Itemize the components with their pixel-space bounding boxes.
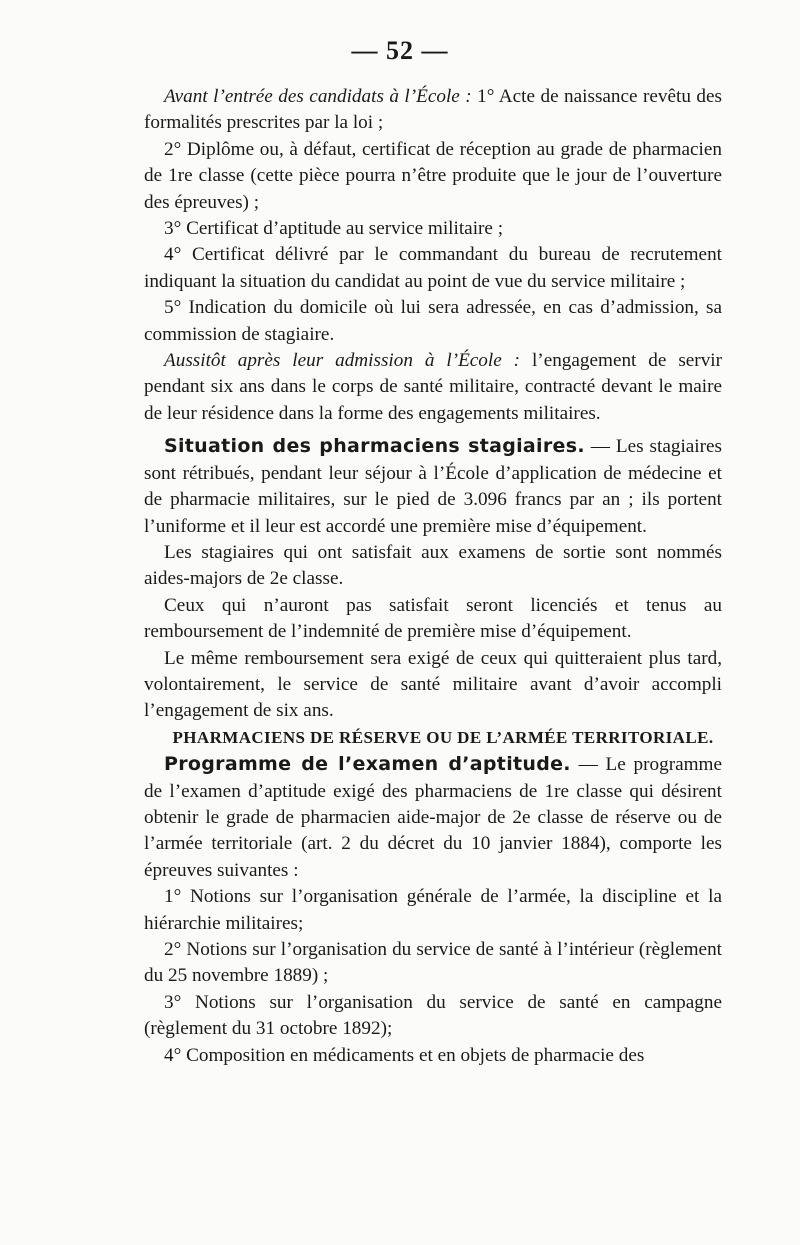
paragraph-text: Ceux qui n’auront pas satisfait seront licenciés et tenus au remboursement de l’indemnité de première mise d’équipement. (144, 594, 722, 643)
page-body (144, 84, 722, 1069)
paragraph (144, 937, 722, 990)
run-in-heading: Situation des pharmaciens stagiaires. (164, 435, 585, 458)
paragraph (144, 751, 722, 884)
paragraph-text: l’engagement de servir pendant six ans dans le corps de santé militaire, contracté devant le maire de leur résidence dans la forme des engagements militaires. (144, 350, 723, 424)
paragraph-text: 1° Notions sur l’organisation générale de l’armée, la discipline et la hiérarchie militaires; (144, 886, 722, 934)
paragraph (144, 295, 722, 348)
paragraph-text: 4° Composition en médicaments et en objets de pharmacie des (164, 1044, 645, 1066)
paragraph-text: 2° Diplôme ou, à défaut, certificat de réception au grade de pharmacien de 1re classe (cette pièce pourra n’être produite que le jour de l’ouverture des épreuves) ; (144, 138, 722, 213)
run-in-heading: Programme de l’examen d’aptitude. (164, 753, 571, 776)
paragraph (144, 593, 722, 646)
italic-lead: Avant l’entrée des candidats à l’École : (164, 86, 472, 107)
italic-lead: Aussitôt après leur admission à l’École : (164, 350, 521, 372)
paragraph (144, 137, 722, 216)
paragraph (144, 242, 722, 295)
paragraph-text: 2° Notions sur l’organisation du service de santé à l’intérieur (règlement du 25 novembre 1889) ; (144, 939, 722, 987)
section-title: PHARMACIENS DE RÉSERVE OU DE L’ARMÉE TERRITORIALE. (172, 727, 714, 747)
paragraph (144, 646, 722, 725)
paragraph-text: 4° Certificat délivré par le commandant du bureau de recrutement indiquant la situation du candidat au point de vue du service militaire ; (144, 244, 722, 292)
paragraph-text: — Le programme de l’examen d’aptitude exigé des pharmaciens de 1re classe qui désirent obtenir le grade de pharmacien aide-major de 2e classe de réserve ou de l’armée territoriale (art. 2 du décret du 10 janvier 1884), comporte les épreuves suivantes : (144, 754, 722, 881)
paragraph (144, 990, 722, 1043)
paragraph (144, 1043, 722, 1069)
paragraph-text: 5° Indication du domicile où lui sera adressée, en cas d’admission, sa commission de stagiaire. (144, 297, 722, 345)
paragraph (144, 84, 722, 137)
paragraph (144, 540, 722, 593)
paragraph (144, 433, 722, 540)
page-number: — 52 — (351, 36, 449, 65)
paragraph-text: — Les stagiaires sont rétribués, pendant leur séjour à l’École d’application de médecine et de pharmacie militaires, sur le pied de 3.096 francs par an ; ils portent l’uniforme et il leur est accordé une première mise d’équipement. (144, 436, 722, 537)
paragraph-text: 3° Notions sur l’organisation du service de santé en campagne (règlement du 31 octobre 1892); (144, 991, 722, 1040)
paragraph-text: 3° Certificat d’aptitude au service militaire ; (164, 218, 504, 240)
paragraph (144, 216, 722, 242)
paragraph-text: 1° Acte de naissance revêtu des formalités prescrites par la loi ; (144, 86, 722, 134)
paragraph (144, 348, 722, 427)
paragraph (144, 884, 722, 937)
paragraph-text: Les stagiaires qui ont satisfait aux examens de sortie sont nommés aides-majors de 2e classe. (144, 541, 722, 590)
paragraph-text: Le même remboursement sera exigé de ceux qui quitteraient plus tard, volontairement, le service de santé militaire avant d’avoir accompli l’engagement de six ans. (144, 647, 722, 722)
